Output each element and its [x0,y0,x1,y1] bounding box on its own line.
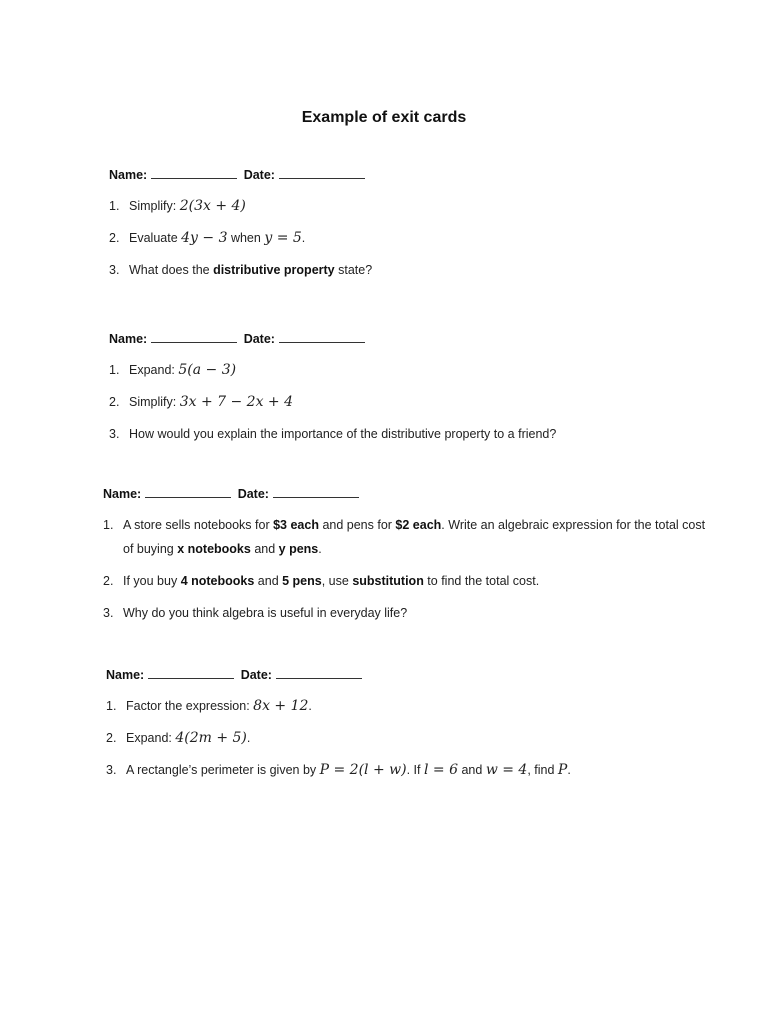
question-text: A rectangle’s perimeter is given by [126,763,320,777]
question-item [109,194,709,218]
question-text: Factor the expression: [126,699,254,713]
date-blank [279,169,365,179]
name-blank [151,333,237,343]
question-number: 1. [103,518,114,532]
question-text: Simplify: [129,395,180,409]
name-label: Name: [103,487,142,501]
question-number: 1. [109,199,120,213]
exit-card-1 [109,168,709,290]
question-list [109,358,709,446]
question-number: 1. [106,699,117,713]
question-text: . [318,542,322,556]
bold-text: $2 each [395,518,442,532]
math-expression: 4(2m + 5) [175,730,247,746]
question-item [106,726,706,750]
question-text: , find [527,763,558,777]
question-text: and [250,542,279,556]
math-expression: l = 6 [423,762,458,778]
question-text: . Write an algebraic expression for the total cost of buying [123,518,706,556]
bold-text: $3 each [273,518,319,532]
question-number: 3. [109,427,120,441]
exit-card-4 [106,668,706,790]
bold-text: 4 notebooks [180,574,255,588]
question-text: state? [334,263,373,277]
name-label: Name: [109,168,148,182]
math-expression: P = 2(l + w) [319,762,407,778]
question-list [103,513,713,625]
name-blank [148,669,234,679]
exit-card-3 [103,487,713,633]
question-number: 3. [106,763,117,777]
question-list [106,694,706,782]
question-item [109,258,709,282]
date-label: Date: [243,168,275,182]
question-item [109,358,709,382]
question-item [103,601,713,625]
question-text: . [301,231,306,245]
question-text: to find the total cost. [423,574,540,588]
question-item [109,390,709,414]
question-text: A store sells notebooks for [123,518,274,532]
question-text: Evaluate [129,231,182,245]
card-header [106,668,706,684]
date-label: Date: [237,487,269,501]
math-expression: y = 5 [264,230,302,246]
math-expression: 5(a − 3) [178,362,237,378]
question-number: 2. [109,395,120,409]
name-label: Name: [106,668,145,682]
question-list [109,194,709,282]
question-text: Simplify: [129,199,180,213]
question-number: 1. [109,363,120,377]
question-text: , use [321,574,353,588]
question-item [106,758,706,782]
date-label: Date: [240,668,272,682]
question-text: . [246,731,251,745]
question-item [106,694,706,718]
card-header [103,487,713,503]
date-label: Date: [243,332,275,346]
question-text: and [254,574,283,588]
question-number: 3. [103,606,114,620]
question-item [103,569,713,593]
card-header [109,332,709,348]
exit-card-2 [109,332,709,454]
question-number: 2. [103,574,114,588]
bold-text: 5 pens [282,574,322,588]
bold-text: distributive property [213,263,335,277]
name-blank [151,169,237,179]
question-text: . If [406,763,424,777]
date-blank [279,333,365,343]
question-number: 2. [106,731,117,745]
bold-text: x notebooks [177,542,251,556]
question-number: 2. [109,231,120,245]
math-expression: 3x + 7 − 2x + 4 [179,394,294,410]
question-item [109,422,709,446]
question-text: . [308,699,312,713]
question-number: 3. [109,263,120,277]
question-text: Expand: [129,363,179,377]
page-title: Example of exit cards [301,109,467,126]
question-text: How would you explain the importance of the distributive property to a friend? [129,427,557,441]
question-text: and [458,763,486,777]
bold-text: y pens [278,542,319,556]
question-item [103,513,713,561]
question-item [109,226,709,250]
math-expression: w = 4 [485,762,528,778]
name-label: Name: [109,332,148,346]
math-expression: 2(3x + 4) [179,198,246,214]
question-text: when [227,231,265,245]
date-blank [276,669,362,679]
math-expression: 8x + 12 [253,698,309,714]
question-text: Why do you think algebra is useful in everyday life? [123,606,408,620]
bold-text: substitution [352,574,424,588]
question-text: If you buy [123,574,181,588]
date-blank [273,488,359,498]
card-header [109,168,709,184]
question-text: and pens for [318,518,396,532]
name-blank [145,488,231,498]
question-text: What does the [129,263,214,277]
math-expression: 4y − 3 [181,230,228,246]
math-expression: P [557,762,568,778]
question-text: . [567,763,571,777]
question-text: Expand: [126,731,176,745]
